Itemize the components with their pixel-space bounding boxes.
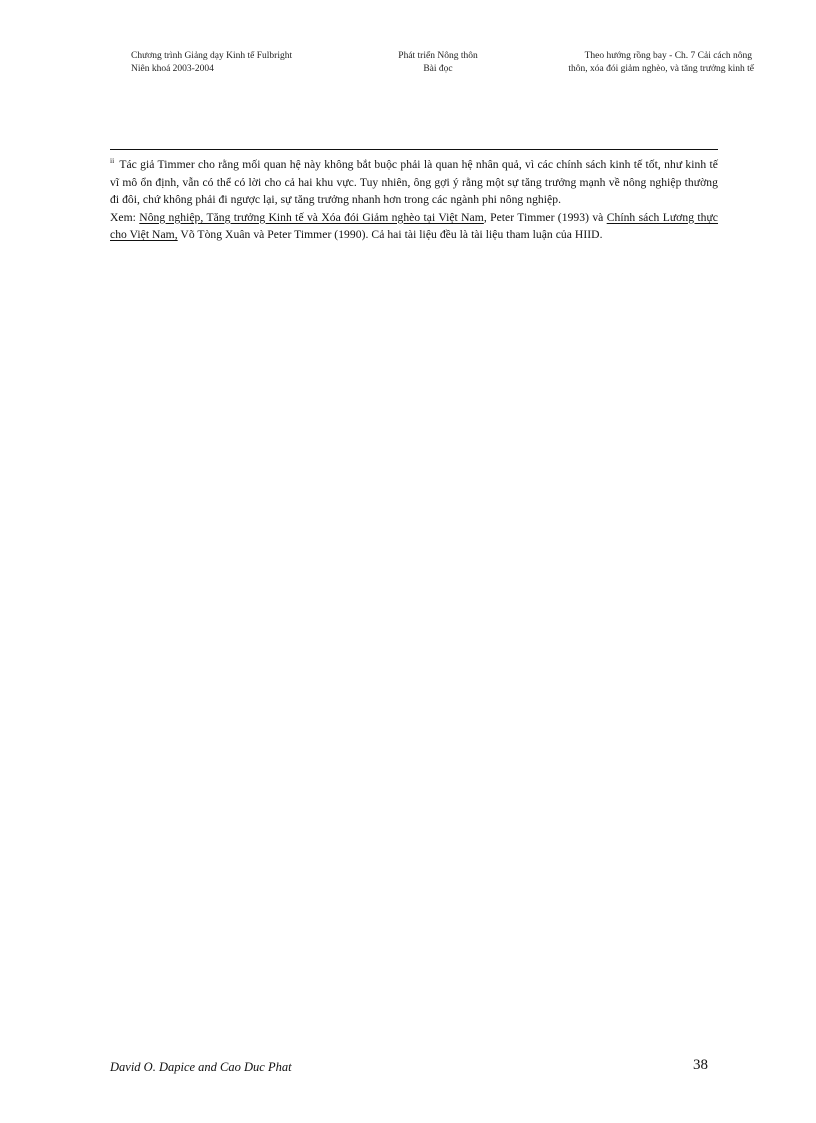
program-name: Chương trình Giảng dạy Kinh tế Fulbright: [131, 51, 293, 61]
footnote-separator: [110, 149, 718, 150]
course-name: Phát triển Nông thôn: [398, 51, 478, 61]
reference-details-1: , Peter Timmer (1993) và: [483, 210, 607, 224]
footnote-references: [110, 209, 718, 244]
reference-title-1: Nông nghiệp, Tăng trưởng Kinh tế và Xóa đói Giảm nghèo tại Việt Nam: [139, 210, 484, 224]
reference-title-2: Chính sách Lương thực cho Việt Nam,: [110, 210, 719, 241]
page-number: 38: [693, 1057, 708, 1073]
footnote: [110, 156, 718, 244]
academic-year: Niên khoá 2003-2004: [131, 64, 214, 74]
footnote-paragraph: [110, 156, 718, 209]
header-right: [520, 50, 754, 76]
footer-author: David O. Dapice and Cao Duc Phat: [110, 1060, 292, 1074]
see-label: Xem:: [110, 210, 140, 224]
document-type: Bài đọc: [423, 64, 453, 74]
page-header: [0, 50, 816, 86]
header-center: [380, 50, 496, 76]
chapter-title-line2: thôn, xóa đói giảm nghèo, và tăng trưởng kinh tế: [568, 64, 754, 74]
footnote-text: Tác giả Timmer cho rằng mối quan hệ này không bắt buộc phải là quan hệ nhân quả, vì các chính sách kinh tế tốt, như kinh tế vĩ mô ổn định, vẫn có thể có lời cho cả hai khu vực. Tuy nhiên, ông gợi ý rằng một sự tăng trưởng mạnh về nông nghiệp thường đi đôi, chứ không phải đi ngược lại, sự tăng trưởng nhanh hơn trong các ngành phi nông nghiệp.: [110, 158, 718, 206]
header-left: [131, 50, 292, 76]
reference-details-2: Võ Tòng Xuân và Peter Timmer (1990). Cả hai tài liệu đều là tài liệu tham luận của HIID.: [177, 228, 603, 241]
page-footer: [110, 1057, 708, 1077]
footnote-marker: ii: [110, 156, 115, 166]
chapter-title-line1: Theo hướng rồng bay - Ch. 7 Cải cách nông: [584, 51, 752, 61]
